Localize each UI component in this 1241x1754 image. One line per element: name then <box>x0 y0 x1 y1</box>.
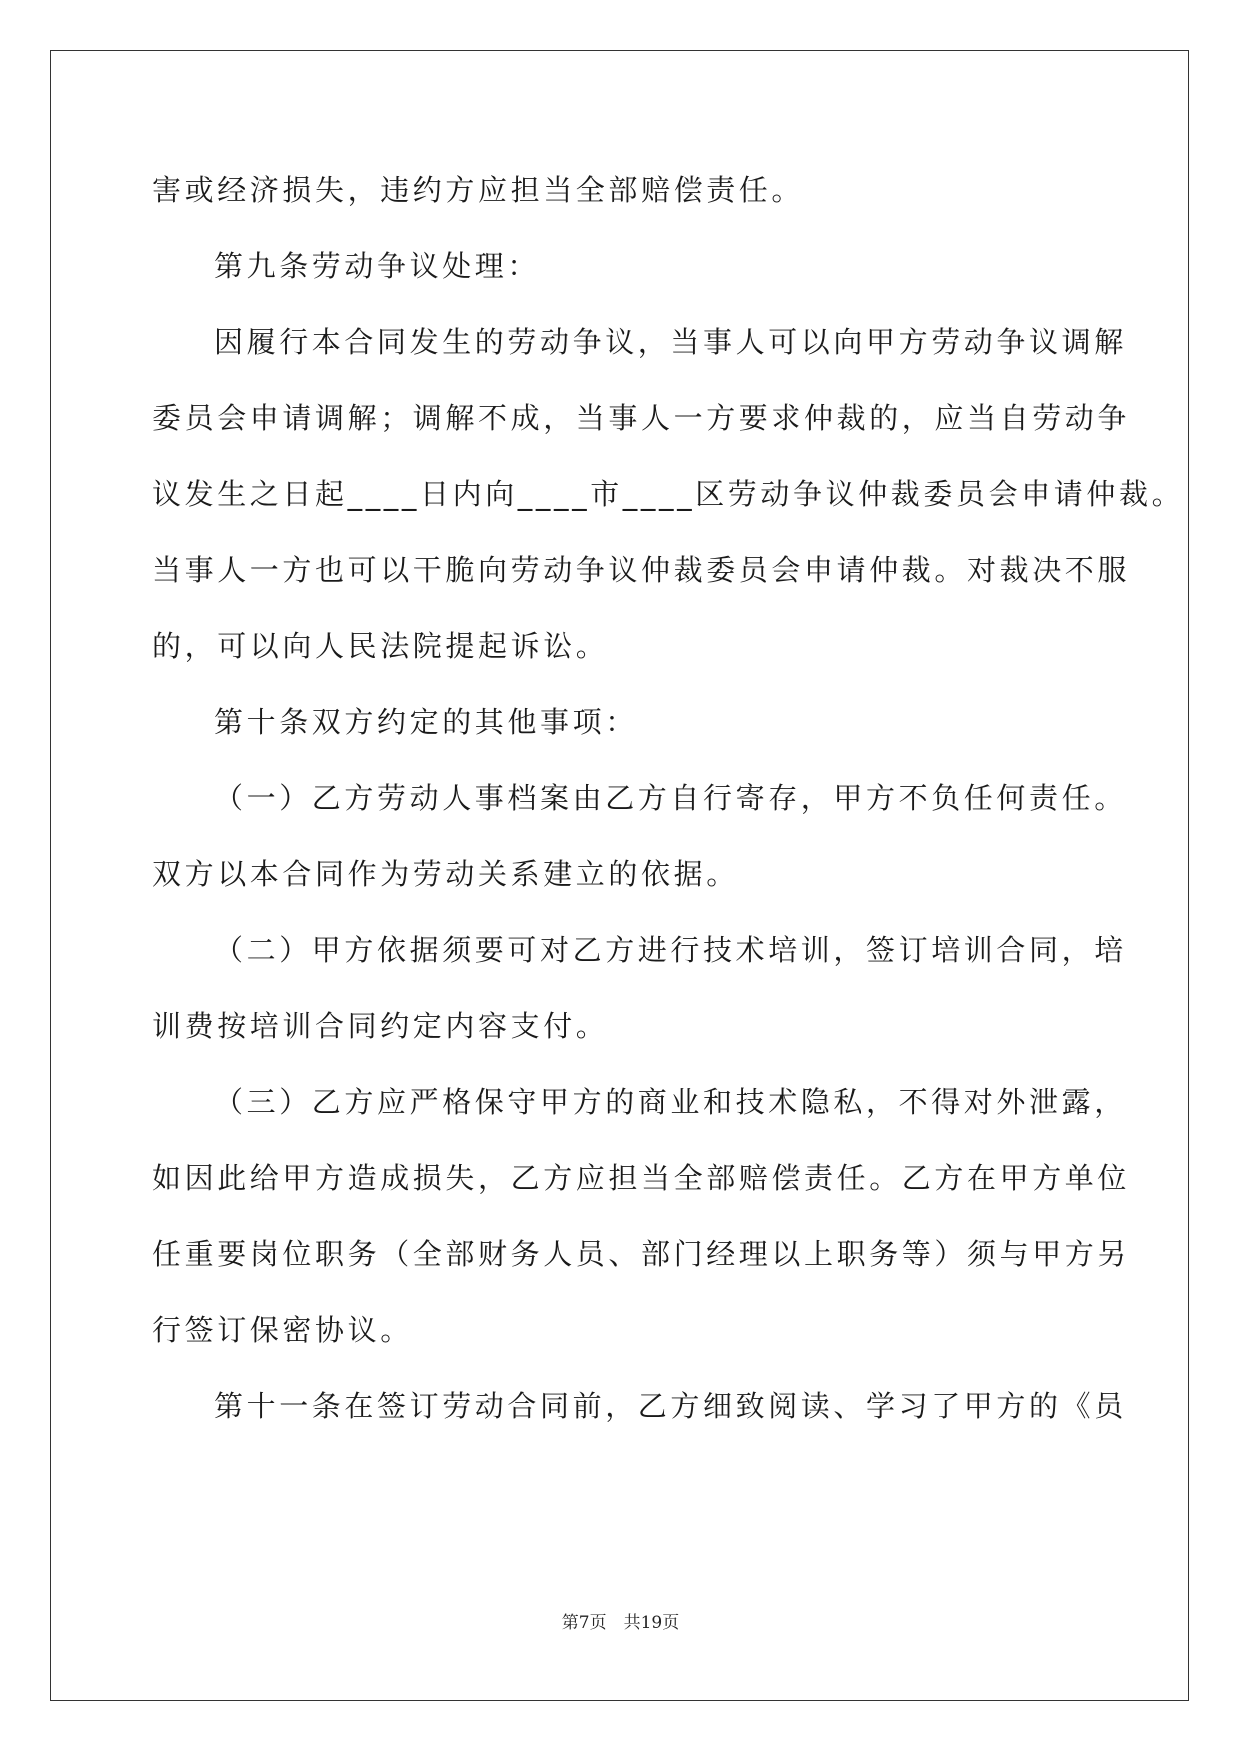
text-line: 的，可以向人民法院提起诉讼。 <box>152 629 609 663</box>
text-line: （一）乙方劳动人事档案由乙方自行寄存，甲方不负任何责任。 <box>214 781 1127 815</box>
text-line: 害或经济损失，违约方应担当全部赔偿责任。 <box>152 173 805 207</box>
section-heading: 第九条劳动争议处理： <box>214 249 541 283</box>
text-line: 训费按培训合同约定内容支付。 <box>152 1009 609 1043</box>
text-line: 第十一条在签订劳动合同前，乙方细致阅读、学习了甲方的《员 <box>214 1389 1127 1423</box>
page-number-footer: 第7页 共19页 <box>561 1613 680 1633</box>
text-line: （二）甲方依据须要可对乙方进行技术培训，签订培训合同，培 <box>214 933 1127 967</box>
text-line: 议发生之日起____日内向____市____区劳动争议仲裁委员会申请仲裁。 <box>152 477 1185 511</box>
text-line: 双方以本合同作为劳动关系建立的依据。 <box>152 857 739 891</box>
text-line: 如因此给甲方造成损失，乙方应担当全部赔偿责任。乙方在甲方单位 <box>152 1161 1131 1195</box>
text-line: 委员会申请调解；调解不成，当事人一方要求仲裁的，应当自劳动争 <box>152 401 1131 435</box>
text-line: 当事人一方也可以干脆向劳动争议仲裁委员会申请仲裁。对裁决不服 <box>152 553 1131 587</box>
text-line: 任重要岗位职务（全部财务人员、部门经理以上职务等）须与甲方另 <box>152 1237 1131 1271</box>
section-heading: 第十条双方约定的其他事项： <box>214 705 638 739</box>
text-line: 因履行本合同发生的劳动争议，当事人可以向甲方劳动争议调解 <box>214 325 1127 359</box>
text-line: 行签订保密协议。 <box>152 1313 413 1347</box>
text-line: （三）乙方应严格保守甲方的商业和技术隐私，不得对外泄露， <box>214 1085 1127 1119</box>
